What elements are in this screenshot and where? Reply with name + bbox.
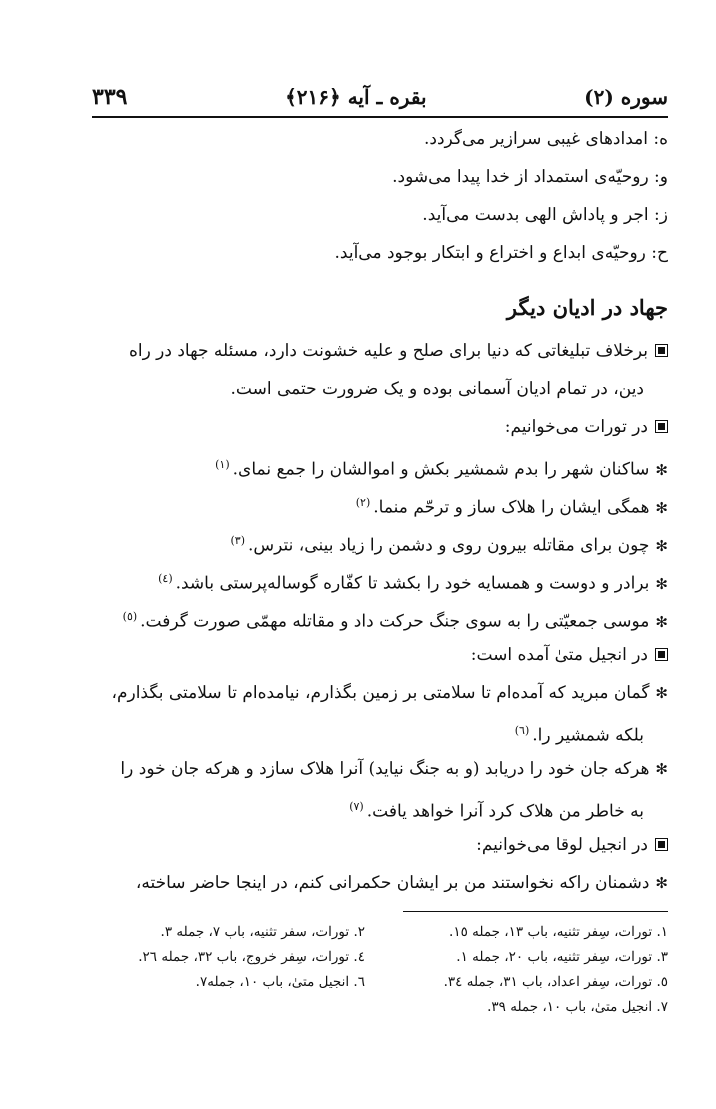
footnote: ٤. تورات، سِفر خروج، باب ۳۲، جمله ۲٦. xyxy=(138,949,365,965)
asterisk-icon: ✻ xyxy=(655,874,668,892)
list-item: ه: امدادهای غیبی سرازیر می‌گردد. xyxy=(423,129,668,149)
footnote: ٦. انجیل متیٰ، باب ۱۰، جمله۷. xyxy=(195,974,365,990)
footnote-ref: (۷) xyxy=(349,800,364,813)
footnote: ۳. تورات، سِفر تثنیه، باب ۲۰، جمله ۱. xyxy=(456,949,668,965)
asterisk-icon: ✻ xyxy=(655,684,668,702)
running-header xyxy=(92,80,668,114)
intro-line-1: برخلاف تبلیغاتی که دنیا برای صلح و علیه خشونت دارد، مسئله جهاد در راه xyxy=(128,341,648,361)
asterisk-icon: ✻ xyxy=(655,460,668,479)
footnote: ۱. تورات، سِفر تثنیه، باب ۱۳، جمله ۱٥. xyxy=(449,924,668,940)
square-bullet-icon xyxy=(655,344,668,357)
footnote-ref: (۳) xyxy=(230,534,245,547)
asterisk-icon: ✻ xyxy=(655,760,668,778)
verse-label: بقره ـ آیه ﴿۲۱۶﴾ xyxy=(285,85,427,109)
list-item: ح: روحیّه‌ی ابداع و اختراع و ابتکار بوجود می‌آید. xyxy=(334,243,668,263)
asterisk-icon: ✻ xyxy=(655,574,668,593)
quote-line: ✻چون برای مقاتله بیرون روی و دشمن را زیاد بینی، نترس.$^{(۳)}$ xyxy=(92,522,668,560)
quote-line: ✻دشمنان راکه نخواستند من بر ایشان حکمرانی کنم، در اینجا حاضر ساخته، xyxy=(92,864,668,902)
section-title: جهاد در ادیان دیگر xyxy=(506,295,668,320)
square-bullet-icon xyxy=(655,648,668,661)
page-number: ۳۳۹ xyxy=(92,84,128,110)
square-bullet-icon xyxy=(655,838,668,851)
quote-line: ✻همگی ایشان را هلاک ساز و ترحّم منما.$^{(۲)}$ xyxy=(92,484,668,522)
footnote-ref: (۱) xyxy=(215,458,230,471)
footnote: ۷. انجیل متیٰ، باب ۱۰، جمله ۳۹. xyxy=(487,999,668,1015)
luke-lead: در انجیل لوقا می‌خوانیم: xyxy=(92,826,668,864)
quote-line: ✻گمان مبرید که آمده‌ام تا سلامتی بر زمین بگذارم، نیامده‌ام تا سلامتی بگذارم، xyxy=(92,674,668,712)
footnote-rule xyxy=(403,911,668,912)
page-body xyxy=(92,120,668,902)
asterisk-icon: ✻ xyxy=(655,612,668,631)
footnote: ۲. تورات، سفر تثنیه، باب ۷، جمله ۳. xyxy=(160,924,365,940)
footnote-ref: (٦) xyxy=(514,724,530,737)
asterisk-icon: ✻ xyxy=(655,498,668,517)
square-bullet-icon xyxy=(655,420,668,433)
quote-continuation: بلکه شمشیر را.$^{(٦)}$ xyxy=(514,724,644,746)
list-item: و: روحیّه‌ی استمداد از خدا پیدا می‌شود. xyxy=(392,167,668,187)
header-rule xyxy=(92,116,668,118)
quote-line: ✻موسی جمعیّتی را به سوی جنگ حرکت داد و مقاتله مهمّی صورت گرفت.$^{(٥)}$ xyxy=(92,598,668,636)
torah-lead: در تورات می‌خوانیم: xyxy=(92,408,668,446)
footnote-ref: (٤) xyxy=(158,572,173,585)
intro-line-2: دین، در تمام ادیان آسمانی بوده و یک ضرورت حتمی است. xyxy=(230,379,644,399)
footnotes xyxy=(92,920,668,1020)
list-item: ز: اجر و پاداش الهی بدست می‌آید. xyxy=(422,205,668,225)
matthew-lead: در انجیل متیٰ آمده است: xyxy=(92,636,668,674)
quote-line: ✻ساکنان شهر را بدم شمشیر بکش و اموالشان را جمع نمای.$^{(۱)}$ xyxy=(92,446,668,484)
intro-paragraph xyxy=(92,332,668,370)
asterisk-icon: ✻ xyxy=(655,536,668,555)
footnote-ref: (٥) xyxy=(122,610,138,623)
quote-line: ✻برادر و دوست و همسایه خود را بکشد تا کفّاره گوساله‌پرستی باشد.$^{(٤)}$ xyxy=(92,560,668,598)
footnote-ref: (۲) xyxy=(355,496,371,509)
quote-continuation: به خاطر من هلاک کرد آنرا خواهد یافت.$^{(۷)}$ xyxy=(349,800,644,822)
footnote: ٥. تورات، سِفر اعداد، باب ۳۱، جمله ۳٤. xyxy=(443,974,668,990)
surah-label: سوره (۲) xyxy=(584,85,668,109)
quote-line: ✻هرکه جان خود را دریابد (و به جنگ نیاید) آنرا هلاک سازد و هرکه جان خود را xyxy=(92,750,668,788)
